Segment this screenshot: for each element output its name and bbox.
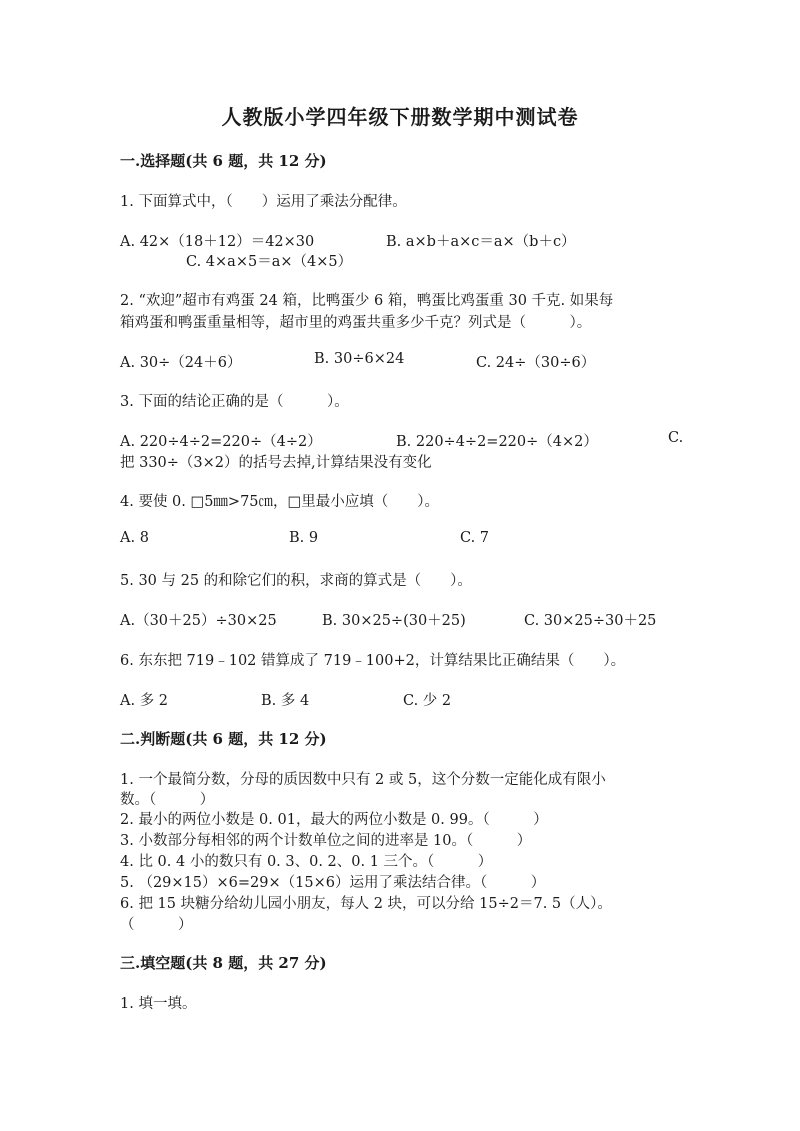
question-6-option-b: B. 多 4 — [261, 693, 310, 709]
question-4-stem: 4. 要使 0. □5㎜>75㎝，□里最小应填（ ）。 — [120, 494, 439, 510]
judgment-line: 2. 最小的两位小数是 0. 01，最大的两位小数是 0. 99。（ ） — [120, 812, 548, 828]
question-2-stem-line-1: 2. “欢迎”超市有鸡蛋 24 箱，比鸭蛋少 6 箱，鸭蛋比鸡蛋重 30 千克. 如果每 — [120, 293, 614, 309]
question-2-option-a: A. 30÷（24＋6） — [120, 355, 242, 371]
question-3-option-b: B. 220÷4÷2=220÷（4×2） — [396, 434, 598, 450]
question-1-option-a: A. 42×（18＋12）＝42×30 — [120, 234, 315, 250]
question-1-option-b: B. a×b＋a×c＝a×（b＋c） — [386, 234, 576, 250]
question-2-stem-line-2: 箱鸡蛋和鸭蛋重量相等，超市里的鸡蛋共重多少千克？列式是（ ）。 — [120, 315, 592, 331]
question-2-option-b: B. 30÷6×24 — [314, 351, 405, 367]
page-title: 人教版小学四年级下册数学期中测试卷 — [221, 105, 579, 129]
question-3-option-a: A. 220÷4÷2=220÷（4÷2） — [120, 434, 322, 450]
judgment-line: 4. 比 0. 4 小的数只有 0. 3、0. 2、0. 1 三个。（ ） — [120, 854, 493, 870]
question-1-option-c: C. 4×a×5＝a×（4×5） — [186, 254, 353, 270]
question-6-stem: 6. 东东把 719﹣102 错算成了 719﹣100+2，计算结果比正确结果（ ）。 — [120, 653, 626, 669]
fill-blank-question-1: 1. 填一填。 — [120, 996, 197, 1012]
section-heading-choice: 一.选择题(共 6 题，共 12 分) — [120, 152, 327, 170]
question-5-stem: 5. 30 与 25 的和除它们的积，求商的算式是（ ）。 — [120, 573, 472, 589]
question-1-stem: 1. 下面算式中，（ ）运用了乘法分配律。 — [120, 194, 407, 210]
judgment-line: 3. 小数部分每相邻的两个计数单位之间的进率是 10。（ ） — [120, 833, 532, 849]
section-heading-judgment: 二.判断题(共 6 题，共 12 分) — [120, 730, 327, 748]
judgment-line: 6. 把 15 块糖分给幼儿园小朋友，每人 2 块，可以分给 15÷2＝7. 5（人）。 — [120, 896, 612, 912]
question-2-option-c: C. 24÷（30÷6） — [476, 355, 596, 371]
question-6-option-a: A. 多 2 — [120, 693, 169, 709]
question-5-option-b: B. 30×25÷(30＋25) — [322, 613, 466, 629]
judgment-line: 1. 一个最简分数，分母的质因数中只有 2 或 5，这个分数一定能化成有限小 — [120, 772, 606, 788]
question-4-option-b: B. 9 — [289, 530, 319, 546]
question-3-option-c-text: 把 330÷（3×2）的括号去掉,计算结果没有变化 — [120, 455, 432, 471]
question-3-option-c-label: C. — [668, 430, 684, 446]
judgment-line: 数。（ ） — [120, 792, 215, 808]
question-5-option-c: C. 30×25÷30＋25 — [524, 613, 657, 629]
judgment-line: （ ） — [120, 917, 193, 933]
question-3-stem: 3. 下面的结论正确的是（ ）。 — [120, 394, 349, 410]
section-heading-fill-blank: 三.填空题(共 8 题，共 27 分) — [120, 954, 327, 972]
question-5-option-a: A.（30＋25）÷30×25 — [120, 613, 277, 629]
question-6-option-c: C. 少 2 — [403, 693, 452, 709]
question-4-option-c: C. 7 — [460, 530, 490, 546]
question-4-option-a: A. 8 — [120, 530, 149, 546]
judgment-line: 5. （29×15）×6=29×（15×6）运用了乘法结合律。（ ） — [120, 875, 546, 891]
